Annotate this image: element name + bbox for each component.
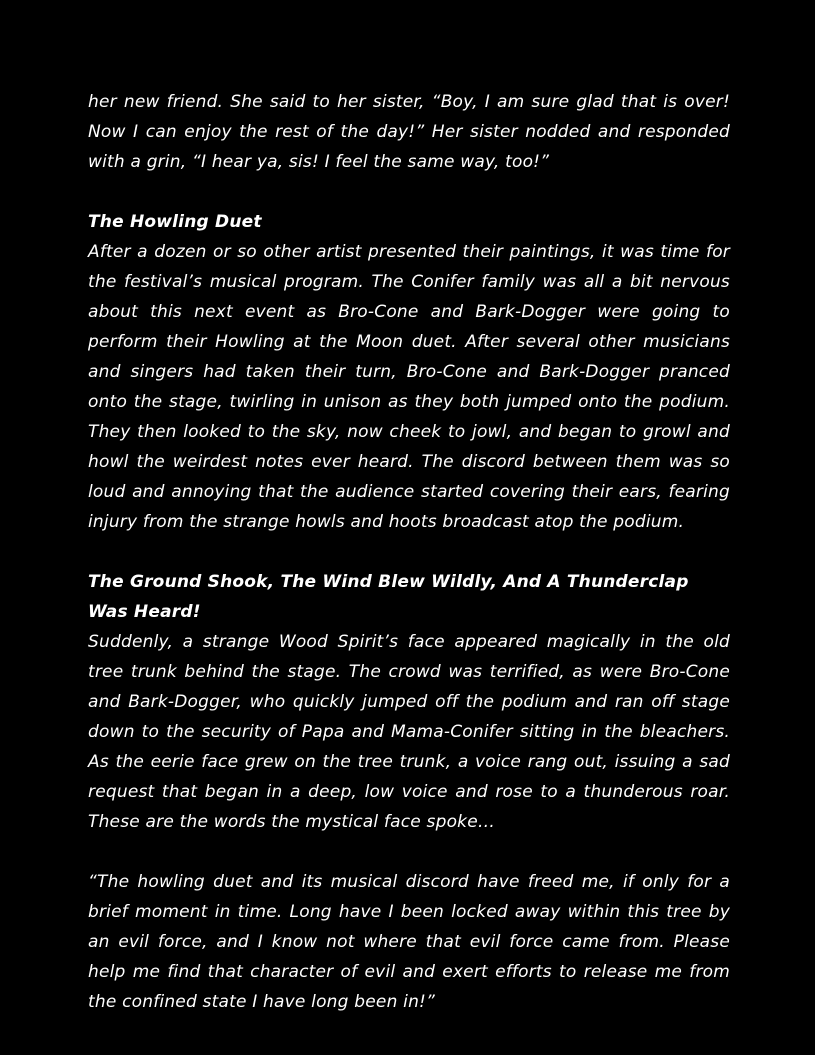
paragraph-text: her new friend. She said to her sister, “Boy, I am sure glad that is over! Now I can enjoy the rest of the day!” Her sister nodded and responded with a grin, “I hear ya, sis! I feel the same way, too!”: [88, 92, 730, 172]
section-heading: The Ground Shook, The Wind Blew Wildly, And A Thunderclap Was Heard!: [88, 572, 689, 622]
paragraph-text: After a dozen or so other artist presented their paintings, it was time for the festival’s musical program. The Conifer family was all a bit nervous about this next event as Bro-Cone and Bark-Dogger were going to perform their Howling at the Moon duet. After several other musicians and singers had taken their turn, Bro-Cone and Bark-Dogger pranced onto the stage, twirling in unison as they both jumped onto the podium. They then looked to the sky, now cheek to jowl, and began to growl and howl the weirdest notes ever heard. The discord between them was so loud and annoying that the audience started covering their ears, fearing injury from the strange howls and hoots broadcast atop the podium.: [88, 242, 730, 532]
document-page: [88, 87, 730, 1047]
paragraph-text: “The howling duet and its musical discord have freed me, if only for a brief moment in time. Long have I been locked away within this tree by an evil force, and I know not where that evil force came from. Please help me find that character of evil and exert efforts to release me from the confined state I have long been in!”: [88, 872, 730, 1012]
paragraph-continuation: [88, 87, 730, 177]
section-howling-duet: [88, 207, 730, 537]
section-ground-shook: [88, 567, 730, 837]
paragraph-wood-spirit-speech: [88, 867, 730, 1017]
section-heading: The Howling Duet: [88, 212, 262, 232]
paragraph-text: Suddenly, a strange Wood Spirit’s face appeared magically in the old tree trunk behind the stage. The crowd was terrified, as were Bro-Cone and Bark-Dogger, who quickly jumped off the podium and ran off stage down to the security of Papa and Mama-Conifer sitting in the bleachers. As the eerie face grew on the tree trunk, a voice rang out, issuing a sad request that began in a deep, low voice and rose to a thunderous roar. These are the words the mystical face spoke…: [88, 632, 730, 832]
